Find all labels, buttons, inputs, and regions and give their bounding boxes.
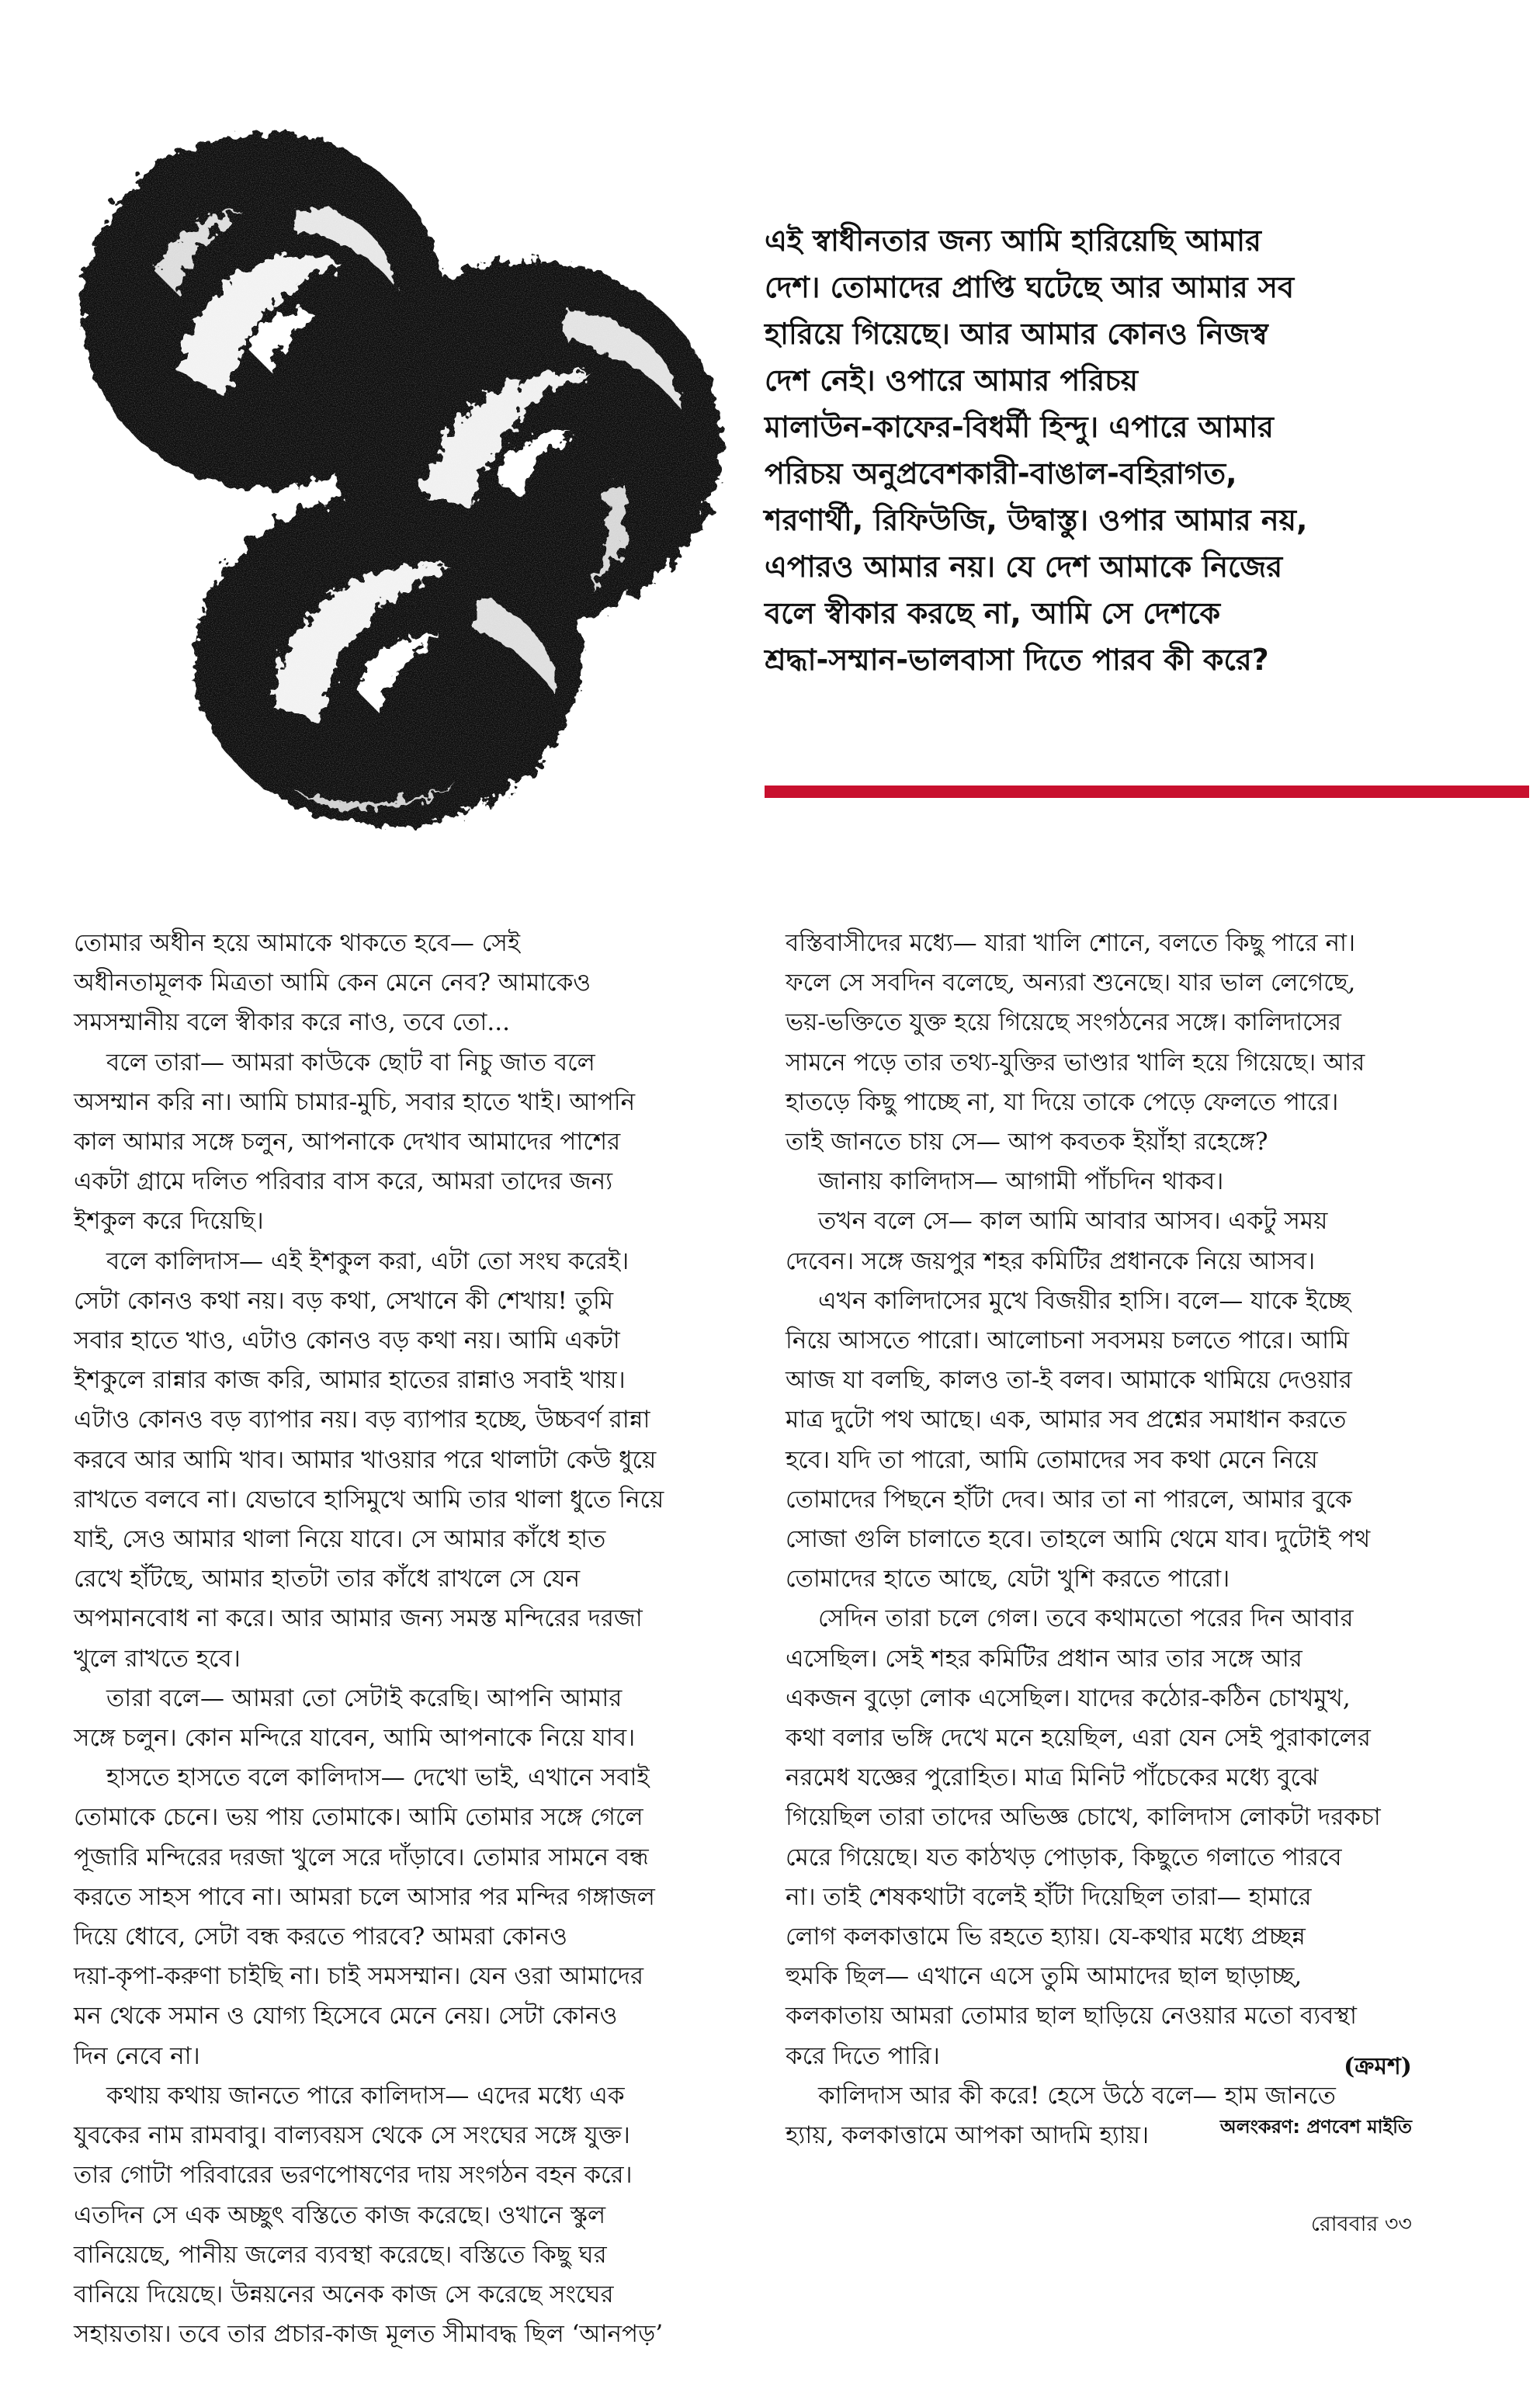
body-line: গিয়েছিল তারা তাদের অভিজ্ঞ চোখে, কালিদাস লোকটা দরকচা [786, 1803, 1381, 1832]
body-line: মন থেকে সমান ও যোগ্য হিসেবে মেনে নেয়। সেটা কোনও [74, 2002, 618, 2031]
body-line: মাত্র দুটো পথ আছে। এক, আমার সব প্রশ্নের সমাধান করতে [786, 1406, 1347, 1434]
body-line: করতে সাহস পাবে না। আমরা চলে আসার পর মন্দির গঙ্গাজল [74, 1882, 655, 1911]
body-line: তোমাদের হাতে আছে, যেটা খুশি করতে পারো। [786, 1565, 1230, 1594]
pull-quote-line: পরিচয় অনুপ্রবেশকারী-বাঙাল-বহিরাগত, [765, 456, 1237, 491]
body-line: একটা গ্রামে দলিত পরিবার বাস করে, আমরা তাদের জন্য [74, 1167, 613, 1196]
body-line: সঙ্গে চলুন। কোন মন্দিরে যাবেন, আমি আপনাকে নিয়ে যাব। [74, 1724, 636, 1753]
body-line: ভয়-ভক্তিতে যুক্ত হয়ে গিয়েছে সংগঠনের সঙ্গে। কালিদাসের [786, 1008, 1342, 1037]
body-line: মেরে গিয়েছে। যত কাঠখড় পোড়াক, কিছুতে গলাতে পারবে [786, 1843, 1342, 1871]
body-line: তোমাদের পিছনে হাঁটা দেব। আর তা না পারলে, আমার বুকে [786, 1485, 1352, 1514]
red-divider-rule [765, 786, 1529, 798]
body-line: ইশকুল করে দিয়েছি। [74, 1207, 264, 1236]
body-line: সেটা কোনও কথা নয়। বড় কথা, সেখানে কী শেখায়! তুমি [74, 1286, 614, 1315]
pull-quote-line: এই স্বাধীনতার জন্য আমি হারিয়েছি আমার [765, 224, 1261, 258]
pull-quote-line: দেশ নেই। ওপারে আমার পরিচয় [765, 363, 1138, 397]
body-line: সোজা গুলি চালাতে হবে। তাহলে আমি থেমে যাব। দুটোই পথ [786, 1525, 1371, 1554]
illustration-credit: অলংকরণ: প্রণবেশ মাইতি [1219, 2116, 1412, 2138]
body-line: সবার হাতে খাও, এটাও কোনও বড় কথা নয়। আমি একটা [74, 1327, 620, 1355]
body-line: দেবেন। সঙ্গে জয়পুর শহর কমিটির প্রধানকে নিয়ে আসব। [786, 1247, 1316, 1275]
body-line: অপমানবোধ না করে। আর আমার জন্য সমস্ত মন্দিরের দরজা [74, 1604, 643, 1633]
body-line: পূজারি মন্দিরের দরজা খুলে সরে দাঁড়াবে। তোমার সামনে বন্ধ [74, 1843, 649, 1871]
body-line: নিয়ে আসতে পারো। আলোচনা সবসময় চলতে পারে। আমি [786, 1327, 1350, 1355]
body-line: দিন নেবে না। [74, 2041, 200, 2070]
body-line: জানায় কালিদাস— আগামী পাঁচদিন থাকব। [818, 1167, 1224, 1196]
body-line: যুবকের নাম রামবাবু। বাল্যবয়স থেকে সে সংঘের সঙ্গে যুক্ত। [74, 2121, 630, 2150]
body-line: রেখে হাঁটছে, আমার হাতটা তার কাঁধে রাখলে সে যেন [74, 1565, 581, 1594]
body-line: খুলে রাখতে হবে। [74, 1644, 241, 1673]
body-line: সহায়তায়। তবে তার প্রচার-কাজ মূলত সীমাবদ্ধ ছিল ‘আনপড়’ [74, 2320, 664, 2349]
body-line: হুমকি ছিল— এখানে এসে তুমি আমাদের ছাল ছাড়াচ্ছ, [786, 1962, 1302, 1991]
body-line: আজ যা বলছি, কালও তা-ই বলব। আমাকে থামিয়ে দেওয়ার [786, 1366, 1352, 1395]
body-line: কলকাতায় আমরা তোমার ছাল ছাড়িয়ে নেওয়ার মতো ব্যবস্থা [786, 2002, 1357, 2031]
page-folio: রোববার ৩৩ [1310, 2212, 1412, 2236]
body-column-left [74, 924, 757, 2354]
body-line: তখন বলে সে— কাল আমি আবার আসব। একটু সময় [818, 1207, 1328, 1236]
body-line: করবে আর আমি খাব। আমার খাওয়ার পরে থালাটা কেউ ধুয়ে [74, 1445, 657, 1474]
body-line: কাল আমার সঙ্গে চলুন, আপনাকে দেখাব আমাদের পাশের [74, 1128, 621, 1157]
body-line: তার গোটা পরিবারের ভরণপোষণের দায় সংগঠন বহন করে। [74, 2161, 633, 2190]
body-line: ফলে সে সবদিন বলেছে, অন্যরা শুনেছে। যার ভাল লেগেছে, [786, 969, 1356, 997]
body-line: করে দিতে পারি। [786, 2041, 940, 2070]
to-be-continued-note: (ক্রমশ) [1344, 2053, 1412, 2080]
body-line: এসেছিল। সেই শহর কমিটির প্রধান আর তার সঙ্গে আর [786, 1644, 1302, 1673]
body-line: বানিয়েছে, পানীয় জলের ব্যবস্থা করেছে। বস্তিতে কিছু ঘর [74, 2240, 607, 2269]
body-line: তোমার অধীন হয়ে আমাকে থাকতে হবে— সেই [74, 929, 520, 957]
body-line: সামনে পড়ে তার তথ্য-যুক্তির ভাণ্ডার খালি হয়ে গিয়েছে। আর [786, 1048, 1365, 1077]
body-line: তোমাকে চেনে। ভয় পায় তোমাকে। আমি তোমার সঙ্গে গেলে [74, 1803, 643, 1832]
body-line: সেদিন তারা চলে গেল। তবে কথামতো পরের দিন আবার [818, 1604, 1354, 1633]
body-column-right [786, 924, 1469, 2155]
body-line: কথা বলার ভঙ্গি দেখে মনে হয়েছিল, এরা যেন সেই পুরাকালের [786, 1724, 1371, 1753]
body-line: যাই, সেও আমার থালা নিয়ে যাবে। সে আমার কাঁধে হাত [74, 1525, 606, 1554]
pull-quote-line: বলে স্বীকার করছে না, আমি সে দেশকে [765, 596, 1221, 630]
pull-quote [765, 217, 1510, 683]
body-line: সমসম্মানীয় বলে স্বীকার করে নাও, তবে তো... [74, 1008, 510, 1037]
body-line: হ্যায়, কলকাত্তামে আপকা আদমি হ্যায়। [786, 2121, 1150, 2150]
body-line: তাই জানতে চায় সে— আপ কবতক ইয়াঁহা রহেঙ্গে? [786, 1128, 1268, 1157]
body-line: একজন বুড়ো লোক এসেছিল। যাদের কঠোর-কঠিন চোখমুখ, [786, 1684, 1351, 1712]
body-line: কালিদাস আর কী করে! হেসে উঠে বলে— হাম জানতে [818, 2081, 1336, 2110]
body-line: তারা বলে— আমরা তো সেটাই করেছি। আপনি আমার [106, 1684, 623, 1712]
body-line: ইশকুলে রান্নার কাজ করি, আমার হাতের রান্নাও সবাই খায়। [74, 1366, 626, 1395]
pull-quote-line: শরণার্থী, রিফিউজি, উদ্বাস্তু। ওপার আমার নয়, [765, 503, 1308, 537]
body-line: বানিয়ে দিয়েছে। উন্নয়নের অনেক কাজ সে করেছে সংঘের [74, 2280, 614, 2308]
pull-quote-line: দেশ। তোমাদের প্রাপ্তি ঘটেছে আর আমার সব [765, 270, 1295, 304]
pull-quote-line: হারিয়ে গিয়েছে। আর আমার কোনও নিজস্ব [765, 317, 1268, 351]
illustration-dumplings [62, 116, 745, 838]
body-line: এখন কালিদাসের মুখে বিজয়ীর হাসি। বলে— যাকে ইচ্ছে [818, 1286, 1351, 1315]
pull-quote-line: মালাউন-কাফের-বিধর্মী হিন্দু। এপারে আমার [765, 410, 1274, 444]
body-line: এতদিন সে এক অচ্ছুৎ বস্তিতে কাজ করেছে। ওখানে স্কুল [74, 2201, 606, 2229]
pull-quote-line: এপারও আমার নয়। যে দেশ আমাকে নিজের [765, 550, 1283, 584]
body-line: অসম্মান করি না। আমি চামার-মুচি, সবার হাতে খাই। আপনি [74, 1087, 636, 1116]
body-line: লোগ কলকাত্তামে ভি রহতে হ্যায়। যে-কথার মধ্যে প্রচ্ছন্ন [786, 1923, 1306, 1951]
body-line: দিয়ে ধোবে, সেটা বন্ধ করতে পারবে? আমরা কোনও [74, 1923, 567, 1951]
body-line: হবে। যদি তা পারো, আমি তোমাদের সব কথা মেনে নিয়ে [786, 1445, 1318, 1474]
body-line: নরমেধ যজ্ঞের পুরোহিত। মাত্র মিনিট পাঁচেকের মধ্যে বুঝে [786, 1764, 1319, 1792]
body-line: বলে তারা— আমরা কাউকে ছোট বা নিচু জাত বলে [106, 1048, 595, 1077]
body-line: হাতড়ে কিছু পাচ্ছে না, যা দিয়ে তাকে পেড়ে ফেলতে পারে। [786, 1087, 1339, 1116]
body-line: দয়া-কৃপা-করুণা চাইছি না। চাই সমসম্মান। যেন ওরা আমাদের [74, 1962, 644, 1991]
pull-quote-line: শ্রদ্ধা-সম্মান-ভালবাসা দিতে পারব কী করে? [765, 643, 1269, 677]
body-line: বলে কালিদাস— এই ইশকুল করা, এটা তো সংঘ করেই। [106, 1247, 630, 1275]
body-line: না। তাই শেষকথাটা বলেই হাঁটা দিয়েছিল তারা— হামারে [786, 1882, 1312, 1911]
body-line: কথায় কথায় জানতে পারে কালিদাস— এদের মধ্যে এক [106, 2081, 625, 2110]
body-line: অধীনতামূলক মিত্রতা আমি কেন মেনে নেব? আমাকেও [74, 969, 591, 997]
body-line: এটাও কোনও বড় ব্যাপার নয়। বড় ব্যাপার হচ্ছে, উচ্চবর্ণ রান্না [74, 1406, 650, 1434]
body-line: রাখতে বলবে না। যেভাবে হাসিমুখে আমি তার থালা ধুতে নিয়ে [74, 1485, 664, 1514]
body-line: হাসতে হাসতে বলে কালিদাস— দেখো ভাই, এখানে সবাই [106, 1764, 650, 1792]
body-line: বস্তিবাসীদের মধ্যে— যারা খালি শোনে, বলতে কিছু পারে না। [786, 929, 1356, 957]
